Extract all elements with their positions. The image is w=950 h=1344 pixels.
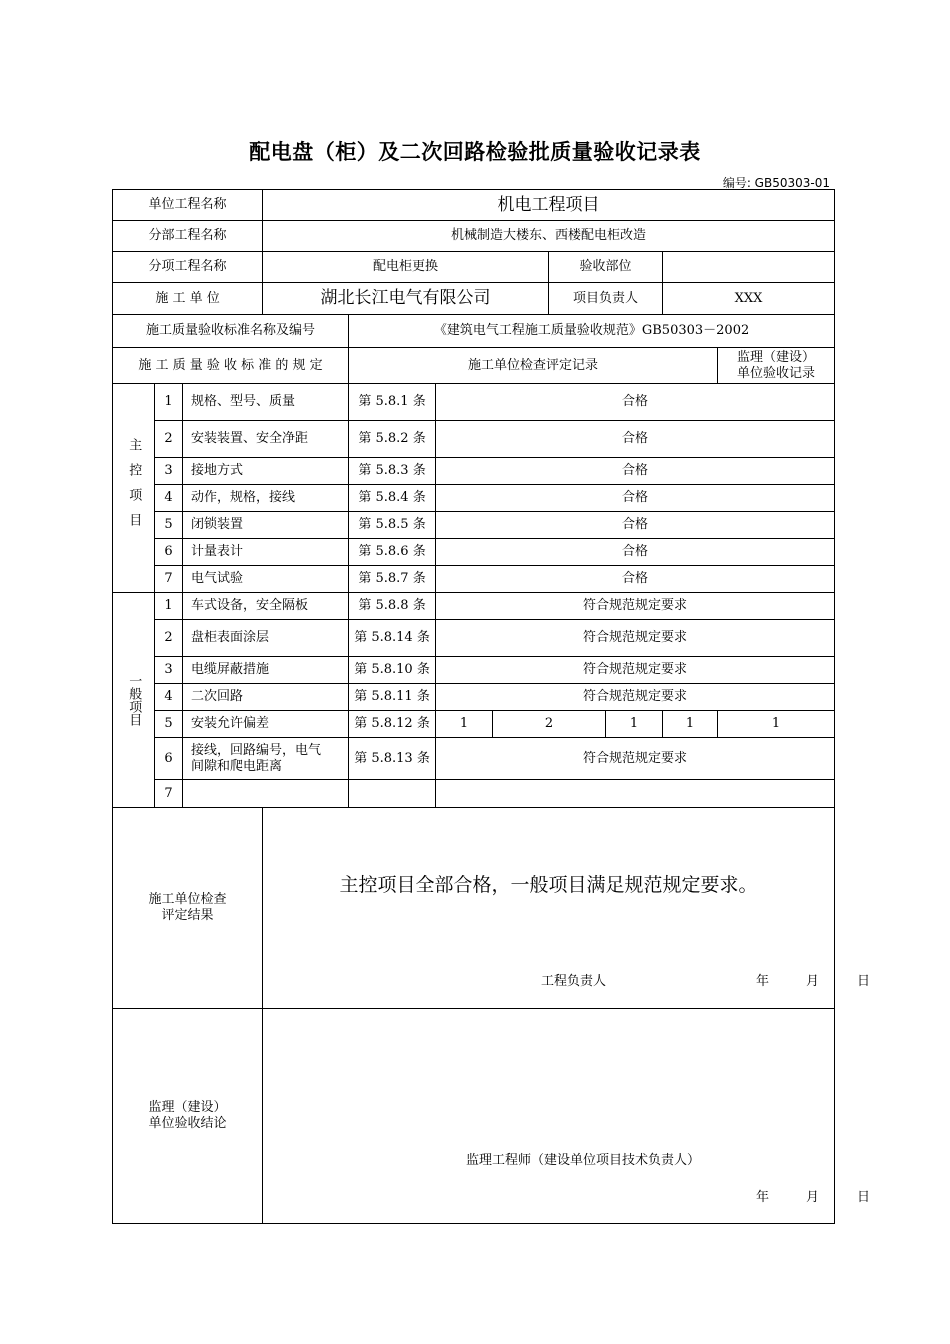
- row-record: 合格: [436, 384, 835, 421]
- unit-project-label: 单位工程名称: [113, 190, 263, 221]
- table-row: [113, 458, 835, 485]
- table-row: [113, 485, 835, 512]
- day-label: 日: [857, 1190, 871, 1205]
- form-title: 配电盘（柜）及二次回路检验批质量验收记录表: [249, 140, 701, 164]
- construction-result-label-line1: 施工单位检查: [148, 892, 227, 908]
- row-clause: 第 5.8.1 条: [349, 384, 436, 421]
- row-clause: 第 5.8.10 条: [349, 657, 436, 684]
- row-clause: 第 5.8.4 条: [349, 485, 436, 512]
- table-row: [113, 620, 835, 657]
- supervision-header-line2: 单位验收记录: [737, 365, 816, 381]
- item-project-label: 分项工程名称: [113, 252, 263, 283]
- construction-result-label: [113, 808, 263, 1009]
- month-label: 月: [806, 974, 820, 989]
- table-row: [113, 780, 835, 808]
- row-no: 7: [155, 566, 183, 593]
- item-project-value: 配电柜更换: [263, 252, 549, 283]
- row-clause: 第 5.8.5 条: [349, 512, 436, 539]
- supervision-result-content: [263, 1009, 871, 1224]
- acceptance-part-label: 验收部位: [549, 252, 663, 283]
- row-record: 符合规范规定要求: [436, 620, 835, 657]
- row-name-line1: 接线，回路编号，电气: [191, 742, 322, 758]
- project-manager-value: XXX: [663, 283, 835, 315]
- row-name: 电缆屏蔽措施: [183, 657, 349, 684]
- sub-project-value: 机械制造大楼东、西楼配电柜改造: [263, 221, 835, 252]
- row-no: 1: [155, 593, 183, 620]
- row-name: [183, 738, 349, 780]
- acceptance-part-value: [663, 252, 835, 283]
- row-name: 车式设备，安全隔板: [183, 593, 349, 620]
- row-name: 闭锁装置: [183, 512, 349, 539]
- row-clause: 第 5.8.11 条: [349, 684, 436, 711]
- row-name: 动作，规格，接线: [183, 485, 349, 512]
- row-no: 3: [155, 657, 183, 684]
- project-leader-label: 工程负责人: [541, 974, 607, 989]
- row-clause: 第 5.8.14 条: [349, 620, 436, 657]
- row-clause: 第 5.8.12 条: [349, 711, 436, 738]
- row-no: 6: [155, 539, 183, 566]
- row-no: 4: [155, 684, 183, 711]
- construction-result-label-line2: 评定结果: [161, 908, 214, 923]
- supervising-engineer-label: 监理工程师（建设单位项目技术负责人）: [466, 1153, 701, 1168]
- row-name: 盘柜表面涂层: [183, 620, 349, 657]
- year-label: 年: [756, 1190, 770, 1205]
- table-row: [113, 539, 835, 566]
- standard-value: 《建筑电气工程施工质量验收规范》GB50303－2002: [349, 315, 835, 348]
- standard-label: 施工质量验收标准名称及编号: [113, 315, 349, 348]
- table-row: [113, 512, 835, 539]
- construction-record-header: 施工单位检查评定记录: [349, 348, 718, 384]
- row-record: 合格: [436, 512, 835, 539]
- row-clause: 第 5.8.3 条: [349, 458, 436, 485]
- construction-unit-label: 施 工 单 位: [113, 283, 263, 315]
- table-row: [113, 593, 835, 620]
- construction-result-content: [263, 808, 871, 1009]
- deviation-value: 1: [663, 711, 718, 738]
- supervision-result-label-line2: 单位验收结论: [148, 1116, 227, 1131]
- form-code: 编号: GB50303-01: [722, 176, 830, 190]
- row-no: 6: [155, 738, 183, 780]
- row-record: 合格: [436, 458, 835, 485]
- main-items-group: [113, 384, 155, 593]
- row-name: 电气试验: [183, 566, 349, 593]
- unit-project-value: 机电工程项目: [263, 190, 835, 221]
- row-name-line2: 间隙和爬电距离: [191, 758, 283, 774]
- row-record: 符合规范规定要求: [436, 738, 835, 780]
- supervision-result-label: [113, 1009, 263, 1224]
- deviation-value: 1: [718, 711, 835, 738]
- row-clause: 第 5.8.2 条: [349, 421, 436, 458]
- row-record: 合格: [436, 539, 835, 566]
- year-label: 年: [756, 974, 770, 989]
- construction-result-text: 主控项目全部合格，一般项目满足规范规定要求。: [339, 874, 758, 896]
- row-name: 安装允许偏差: [183, 711, 349, 738]
- row-clause: 第 5.8.8 条: [349, 593, 436, 620]
- table-row: [113, 384, 835, 421]
- deviation-value: 1: [436, 711, 493, 738]
- deviation-value: 2: [493, 711, 606, 738]
- row-no: 1: [155, 384, 183, 421]
- row-clause: [349, 780, 436, 808]
- row-name: 安装装置、安全净距: [183, 421, 349, 458]
- row-name: 规格、型号、质量: [183, 384, 349, 421]
- supervision-header-line1: 监理（建设）: [737, 349, 816, 365]
- row-name: 计量表计: [183, 539, 349, 566]
- supervision-record-header: [718, 348, 835, 384]
- row-clause: 第 5.8.7 条: [349, 566, 436, 593]
- row-record: 合格: [436, 421, 835, 458]
- construction-unit-value: 湖北长江电气有限公司: [263, 283, 549, 315]
- row-record: 合格: [436, 485, 835, 512]
- sub-project-label: 分部工程名称: [113, 221, 263, 252]
- row-name: 二次回路: [183, 684, 349, 711]
- table-row: [113, 566, 835, 593]
- row-record: [436, 780, 835, 808]
- row-no: 4: [155, 485, 183, 512]
- general-items-label: 一般项目: [126, 674, 142, 726]
- row-no: 3: [155, 458, 183, 485]
- acceptance-record-table: [112, 189, 871, 1224]
- table-row: [113, 657, 835, 684]
- table-row: [113, 711, 835, 738]
- row-record: 合格: [436, 566, 835, 593]
- row-record: 符合规范规定要求: [436, 657, 835, 684]
- table-row: [113, 684, 835, 711]
- main-items-label: 主控项目: [126, 438, 142, 538]
- row-name: 接地方式: [183, 458, 349, 485]
- project-manager-label: 项目负责人: [549, 283, 663, 315]
- month-label: 月: [806, 1190, 820, 1205]
- row-no: 7: [155, 780, 183, 808]
- row-no: 2: [155, 620, 183, 657]
- general-items-group: [113, 593, 155, 808]
- row-no: 5: [155, 512, 183, 539]
- supervision-result-label-line1: 监理（建设）: [148, 1100, 227, 1116]
- day-label: 日: [857, 974, 871, 989]
- standard-rules-header: 施 工 质 量 验 收 标 准 的 规 定: [113, 348, 349, 384]
- row-clause: 第 5.8.13 条: [349, 738, 436, 780]
- row-clause: 第 5.8.6 条: [349, 539, 436, 566]
- row-record: 符合规范规定要求: [436, 684, 835, 711]
- deviation-value: 1: [606, 711, 663, 738]
- row-record: 符合规范规定要求: [436, 593, 835, 620]
- row-name: [183, 780, 349, 808]
- table-row: [113, 738, 835, 780]
- table-row: [113, 421, 835, 458]
- row-no: 2: [155, 421, 183, 458]
- row-no: 5: [155, 711, 183, 738]
